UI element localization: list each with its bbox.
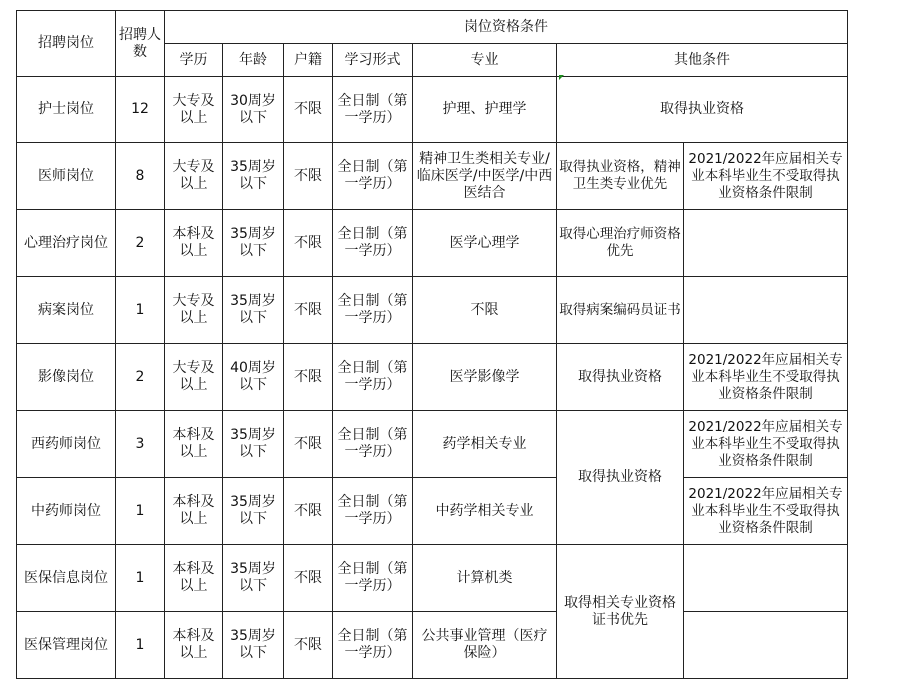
cell-hukou: 不限 [284, 478, 333, 545]
table-row [17, 277, 848, 344]
cell-condition-extra: 2021/2022年应届相关专业本科毕业生不受取得执业资格条件限制 [684, 478, 848, 545]
cell-condition: 取得执业资格，精神卫生类专业优先 [557, 143, 684, 210]
cell-post: 医保信息岗位 [17, 545, 116, 612]
cell-condition: 取得执业资格 [557, 344, 684, 411]
cell-education: 本科及以上 [165, 612, 223, 679]
cell-education: 本科及以上 [165, 210, 223, 277]
cell-education: 本科及以上 [165, 478, 223, 545]
cell-condition: 取得执业资格 [557, 77, 848, 143]
cell-condition: 取得相关专业资格证书优先 [557, 545, 684, 679]
cell-condition-extra [684, 277, 848, 344]
cell-age: 30周岁以下 [223, 77, 284, 143]
cell-count: 1 [116, 478, 165, 545]
cell-age: 35周岁以下 [223, 411, 284, 478]
cell-age: 35周岁以下 [223, 545, 284, 612]
cell-condition: 取得病案编码员证书 [557, 277, 684, 344]
cell-comment-marker [559, 75, 564, 80]
cell-post: 护士岗位 [17, 77, 116, 143]
table-row [17, 143, 848, 210]
cell-condition-extra [684, 545, 848, 612]
header-post: 招聘岗位 [17, 11, 116, 77]
cell-count: 3 [116, 411, 165, 478]
cell-major: 公共事业管理（医疗保险） [413, 612, 557, 679]
cell-major: 药学相关专业 [413, 411, 557, 478]
cell-hukou: 不限 [284, 612, 333, 679]
cell-study-mode: 全日制（第一学历） [333, 478, 413, 545]
cell-major: 中药学相关专业 [413, 478, 557, 545]
cell-hukou: 不限 [284, 210, 333, 277]
cell-count: 2 [116, 210, 165, 277]
cell-education: 本科及以上 [165, 411, 223, 478]
cell-age: 35周岁以下 [223, 277, 284, 344]
cell-age: 35周岁以下 [223, 143, 284, 210]
cell-count: 8 [116, 143, 165, 210]
cell-study-mode: 全日制（第一学历） [333, 143, 413, 210]
table-row [17, 210, 848, 277]
cell-education: 大专及以上 [165, 344, 223, 411]
cell-post: 病案岗位 [17, 277, 116, 344]
cell-age: 35周岁以下 [223, 210, 284, 277]
cell-post: 影像岗位 [17, 344, 116, 411]
cell-study-mode: 全日制（第一学历） [333, 77, 413, 143]
cell-age: 35周岁以下 [223, 478, 284, 545]
header-education: 学历 [165, 44, 223, 77]
cell-post: 医保管理岗位 [17, 612, 116, 679]
cell-hukou: 不限 [284, 77, 333, 143]
cell-study-mode: 全日制（第一学历） [333, 277, 413, 344]
cell-education: 大专及以上 [165, 277, 223, 344]
cell-major: 不限 [413, 277, 557, 344]
cell-post: 医师岗位 [17, 143, 116, 210]
cell-hukou: 不限 [284, 545, 333, 612]
cell-study-mode: 全日制（第一学历） [333, 545, 413, 612]
cell-condition-extra [684, 612, 848, 679]
cell-hukou: 不限 [284, 411, 333, 478]
table-row [17, 77, 848, 143]
cell-major: 计算机类 [413, 545, 557, 612]
cell-condition-extra [684, 210, 848, 277]
cell-hukou: 不限 [284, 277, 333, 344]
header-hukou: 户籍 [284, 44, 333, 77]
table-row [17, 612, 848, 679]
cell-count: 1 [116, 277, 165, 344]
cell-post: 中药师岗位 [17, 478, 116, 545]
header-row-1 [17, 11, 848, 44]
header-study-mode: 学习形式 [333, 44, 413, 77]
header-major: 专业 [413, 44, 557, 77]
cell-condition-extra: 2021/2022年应届相关专业本科毕业生不受取得执业资格条件限制 [684, 411, 848, 478]
table-row [17, 478, 848, 545]
cell-study-mode: 全日制（第一学历） [333, 344, 413, 411]
cell-count: 1 [116, 612, 165, 679]
table-row [17, 344, 848, 411]
cell-count: 12 [116, 77, 165, 143]
recruitment-table [16, 10, 848, 679]
cell-condition: 取得心理治疗师资格优先 [557, 210, 684, 277]
cell-hukou: 不限 [284, 344, 333, 411]
cell-age: 35周岁以下 [223, 612, 284, 679]
cell-education: 大专及以上 [165, 77, 223, 143]
header-qualifications: 岗位资格条件 [165, 11, 848, 44]
cell-study-mode: 全日制（第一学历） [333, 612, 413, 679]
cell-condition-extra: 2021/2022年应届相关专业本科毕业生不受取得执业资格条件限制 [684, 344, 848, 411]
header-age: 年龄 [223, 44, 284, 77]
cell-major: 精神卫生类相关专业/临床医学/中医学/中西医结合 [413, 143, 557, 210]
cell-post: 心理治疗岗位 [17, 210, 116, 277]
cell-major: 医学心理学 [413, 210, 557, 277]
cell-post: 西药师岗位 [17, 411, 116, 478]
header-count: 招聘人数 [116, 11, 165, 77]
cell-education: 本科及以上 [165, 545, 223, 612]
cell-major: 护理、护理学 [413, 77, 557, 143]
cell-major: 医学影像学 [413, 344, 557, 411]
header-other: 其他条件 [557, 44, 848, 77]
cell-count: 2 [116, 344, 165, 411]
cell-condition: 取得执业资格 [557, 411, 684, 545]
cell-count: 1 [116, 545, 165, 612]
cell-hukou: 不限 [284, 143, 333, 210]
cell-condition-extra: 2021/2022年应届相关专业本科毕业生不受取得执业资格条件限制 [684, 143, 848, 210]
cell-study-mode: 全日制（第一学历） [333, 210, 413, 277]
table-row [17, 545, 848, 612]
table-row [17, 411, 848, 478]
cell-study-mode: 全日制（第一学历） [333, 411, 413, 478]
cell-education: 大专及以上 [165, 143, 223, 210]
cell-age: 40周岁以下 [223, 344, 284, 411]
